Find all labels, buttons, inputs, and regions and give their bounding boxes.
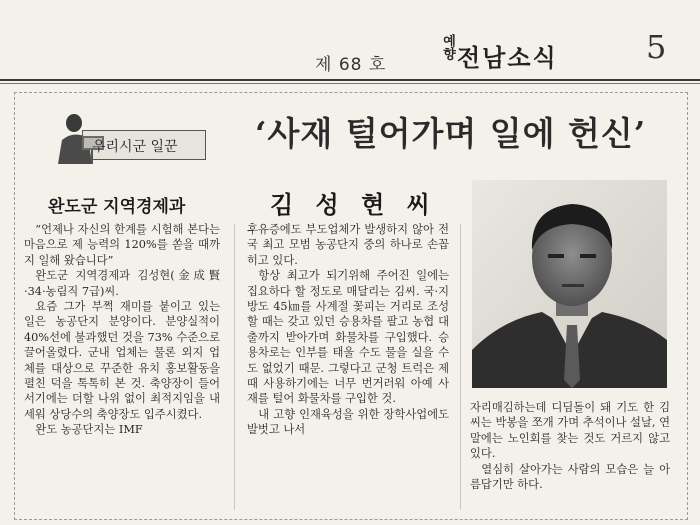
paragraph: 후유증에도 부도업체가 발생하지 않아 전국 최고 모범 농공단지 중의 하나로 손꼽히고 있다. [247, 223, 449, 267]
logo-small-text [440, 34, 455, 64]
page-number: 5 [646, 28, 667, 66]
subheading-person: 김 성 현 씨 [270, 190, 437, 219]
paragraph: 완도군 지역경제과 김성현(金成賢·34·농림직 7급)씨. [24, 269, 220, 298]
article-column-3 [470, 400, 670, 492]
paragraph: 완도 농공단지는 IMF [35, 423, 143, 437]
paragraph: 자리매김하는데 디딤돌이 돼 기도 한 김씨는 박봉을 쪼개 가며 추석이나 설날, 연말에는 노인회를 찾는 것도 거르지 않고 있다. [470, 401, 670, 461]
badge-label: 우리시군 일꾼 [92, 139, 178, 155]
portrait-photo [472, 180, 667, 388]
article-column-2 [247, 222, 449, 438]
headline: ‘사재 털어가며 일에 헌신’ [255, 114, 647, 153]
paragraph: 내 고향 인재육성을 위한 장학사업에도 발벗고 나서 [247, 407, 449, 437]
column-divider [460, 224, 461, 510]
logo-main-text: 전남소식 [457, 44, 558, 72]
masthead-rule-thin [0, 83, 700, 84]
paragraph: “언제나 자신의 한계를 시험해 본다는 마음으로 제 능력의 120%를 쏟을 때까지 일해 왔습니다” [24, 223, 220, 267]
masthead-rule [0, 79, 700, 81]
logo-small-chars: 예향 [440, 34, 455, 60]
subheading-department: 완도군 지역경제과 [48, 197, 186, 217]
paragraph: 열심히 살아가는 사람의 모습은 늘 아름답기만 하다. [470, 462, 670, 492]
masthead [0, 0, 700, 82]
issue-number: 제 68 호 [315, 55, 387, 75]
column-badge [52, 110, 207, 164]
column-divider [234, 224, 235, 510]
newspaper-logo [440, 30, 600, 78]
paragraph: 요즘 그가 부쩍 재미를 붙이고 있는 일은 농공단지 분양이다. 분양실적이 40%선에 불과했던 것을 73% 수준으로 끌어올렸다. 군내 업체는 물론 외지 업체를 대상으로 꾸준한 유치 홍보활동을 펼친 덕을 톡톡히 본 것. 축양장이 들어서기에는 더할 나위 없이 최적지임을 내세워 상당수의 축양장도 입주시켰다. [24, 300, 220, 421]
paragraph: 항상 최고가 되기위해 주어진 일에는 집요하다 할 정도로 매달리는 김씨. 국·지방도 45㎞를 사계절 꽃피는 거리로 조성할 때는 갖고 있던 승용차를 팔고 농협 대출까지 받아가며 화물차를 구입했다. 승용차로는 인부를 태울 수도 물을 실을 수도 없었기 때문. 그렇다고 군청 트럭은 제때 사용하기에는 너무 번거러워 아예 사재를 털어 화물차를 구입한 것. [247, 269, 449, 406]
article-column-1 [24, 222, 220, 438]
